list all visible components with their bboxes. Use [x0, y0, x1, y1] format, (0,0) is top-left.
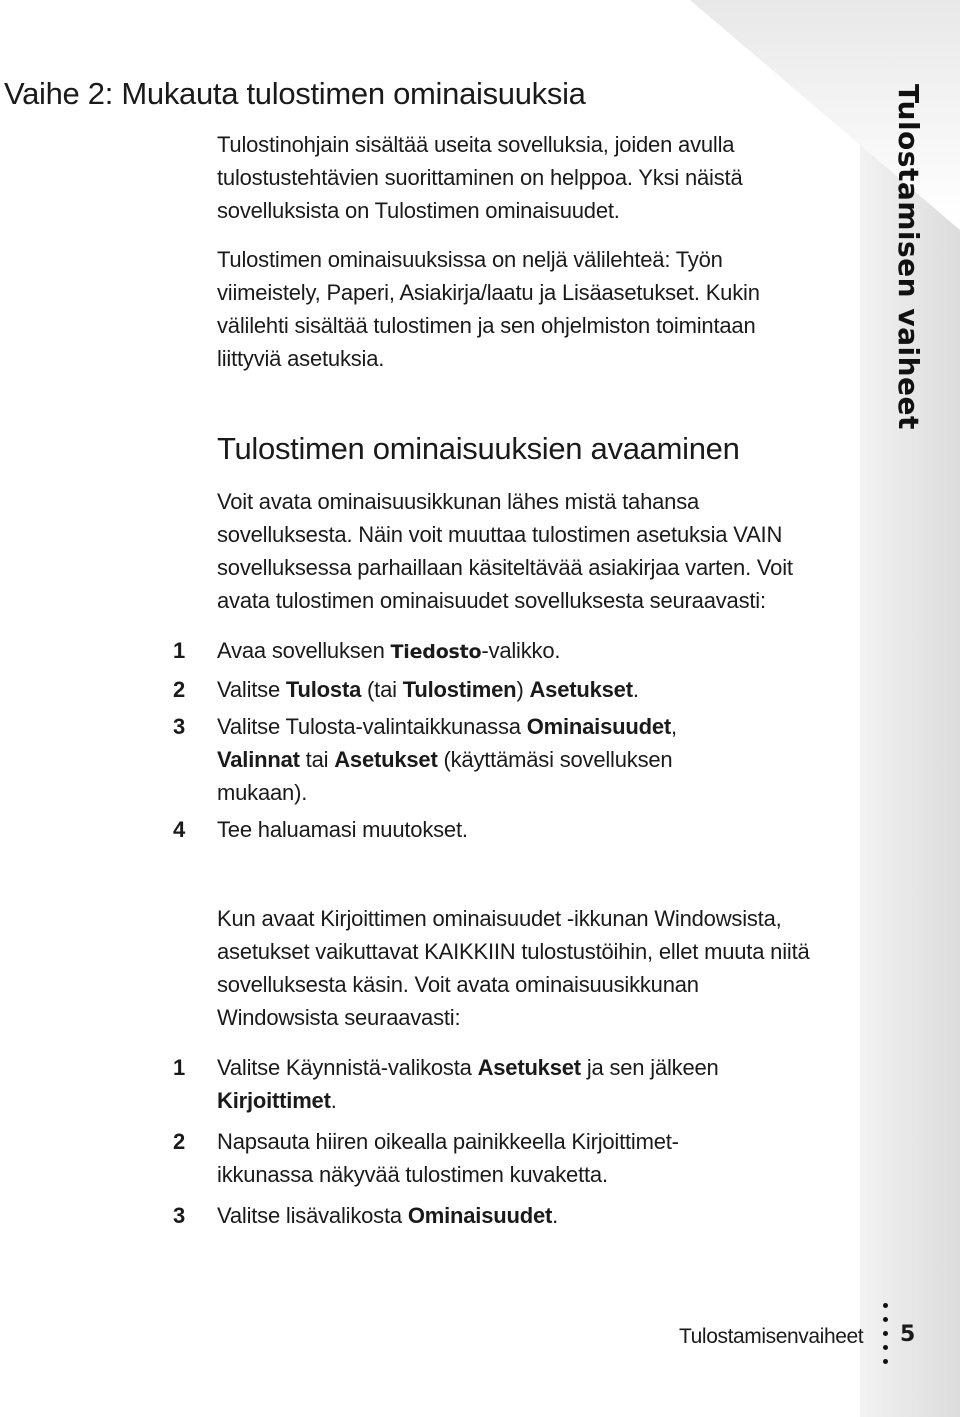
- menu-name: Tiedosto: [390, 641, 482, 663]
- section2-steps: [0, 1051, 820, 1232]
- page-title: Vaihe 2: Mukauta tulostimen ominaisuuksia: [4, 76, 586, 111]
- step-number: 3: [173, 714, 186, 739]
- list-item: 3 Valitse Tulosta-valintaikkunassa Ominaisuudet, Valinnat tai Asetukset (käyttämäsi sovelluksen mukaan).: [0, 710, 820, 809]
- footer-dots: [878, 1303, 892, 1373]
- list-item: 2 Napsauta hiiren oikealla painikkeella Kirjoittimet-ikkunassa näkyvää tulostimen kuvaketta.: [0, 1125, 820, 1191]
- section1-paragraph: Voit avata ominaisuusikkunan lähes mistä tahansa sovelluksesta. Näin voit muuttaa tulostimen asetuksia VAIN sovelluksessa parhaillaan käsiteltävää asiakirjaa varten. Voit avata tulostimen ominaisuudet sovelluksesta seuraavasti:: [217, 489, 793, 613]
- step-number: 2: [173, 1129, 186, 1154]
- step-number: 4: [173, 817, 186, 842]
- page-number: 5: [900, 1322, 916, 1347]
- step-number: 2: [173, 677, 186, 702]
- step-number: 1: [173, 638, 186, 663]
- side-tab-label: Tulostamisen vaiheet: [892, 84, 925, 430]
- intro-paragraph-1: Tulostinohjain sisältää useita sovelluksia, joiden avulla tulostustehtävien suorittaminen on helppoa. Yksi näistä sovelluksista on Tulostimen ominaisuudet.: [217, 132, 743, 223]
- list-item: 4 Tee haluamasi muutokset.: [0, 813, 820, 846]
- step-number: 3: [173, 1203, 186, 1228]
- list-item: 1 Avaa sovelluksen Tiedosto-valikko.: [0, 634, 820, 669]
- section2-paragraph: Kun avaat Kirjoittimen ominaisuudet -ikkunan Windowsista, asetukset vaikuttavat KAIKKIIN tulostustöihin, ellet muuta niitä sovelluksesta käsin. Voit avata ominaisuusikkunan Windowsista seuraavasti:: [217, 906, 810, 1030]
- intro-paragraph-2: Tulostimen ominaisuuksissa on neljä välilehteä: Työn viimeistely, Paperi, Asiakirja/laatu ja Lisäasetukset. Kukin välilehti sisältää tulostimen ja sen ohjelmiston toimintaan liittyviä asetuksia.: [217, 247, 760, 371]
- list-item: 1 Valitse Käynnistä-valikosta Asetukset ja sen jälkeen Kirjoittimet.: [0, 1051, 820, 1117]
- step-number: 1: [173, 1055, 186, 1080]
- section1-steps: [0, 634, 820, 846]
- list-item: 2 Valitse Tulosta (tai Tulostimen) Asetukset.: [0, 673, 820, 706]
- section-heading: Tulostimen ominaisuuksien avaaminen: [217, 431, 740, 466]
- list-item: 3 Valitse lisävalikosta Ominaisuudet.: [0, 1199, 820, 1232]
- footer-section-label: Tulostamisenvaiheet: [679, 1325, 864, 1348]
